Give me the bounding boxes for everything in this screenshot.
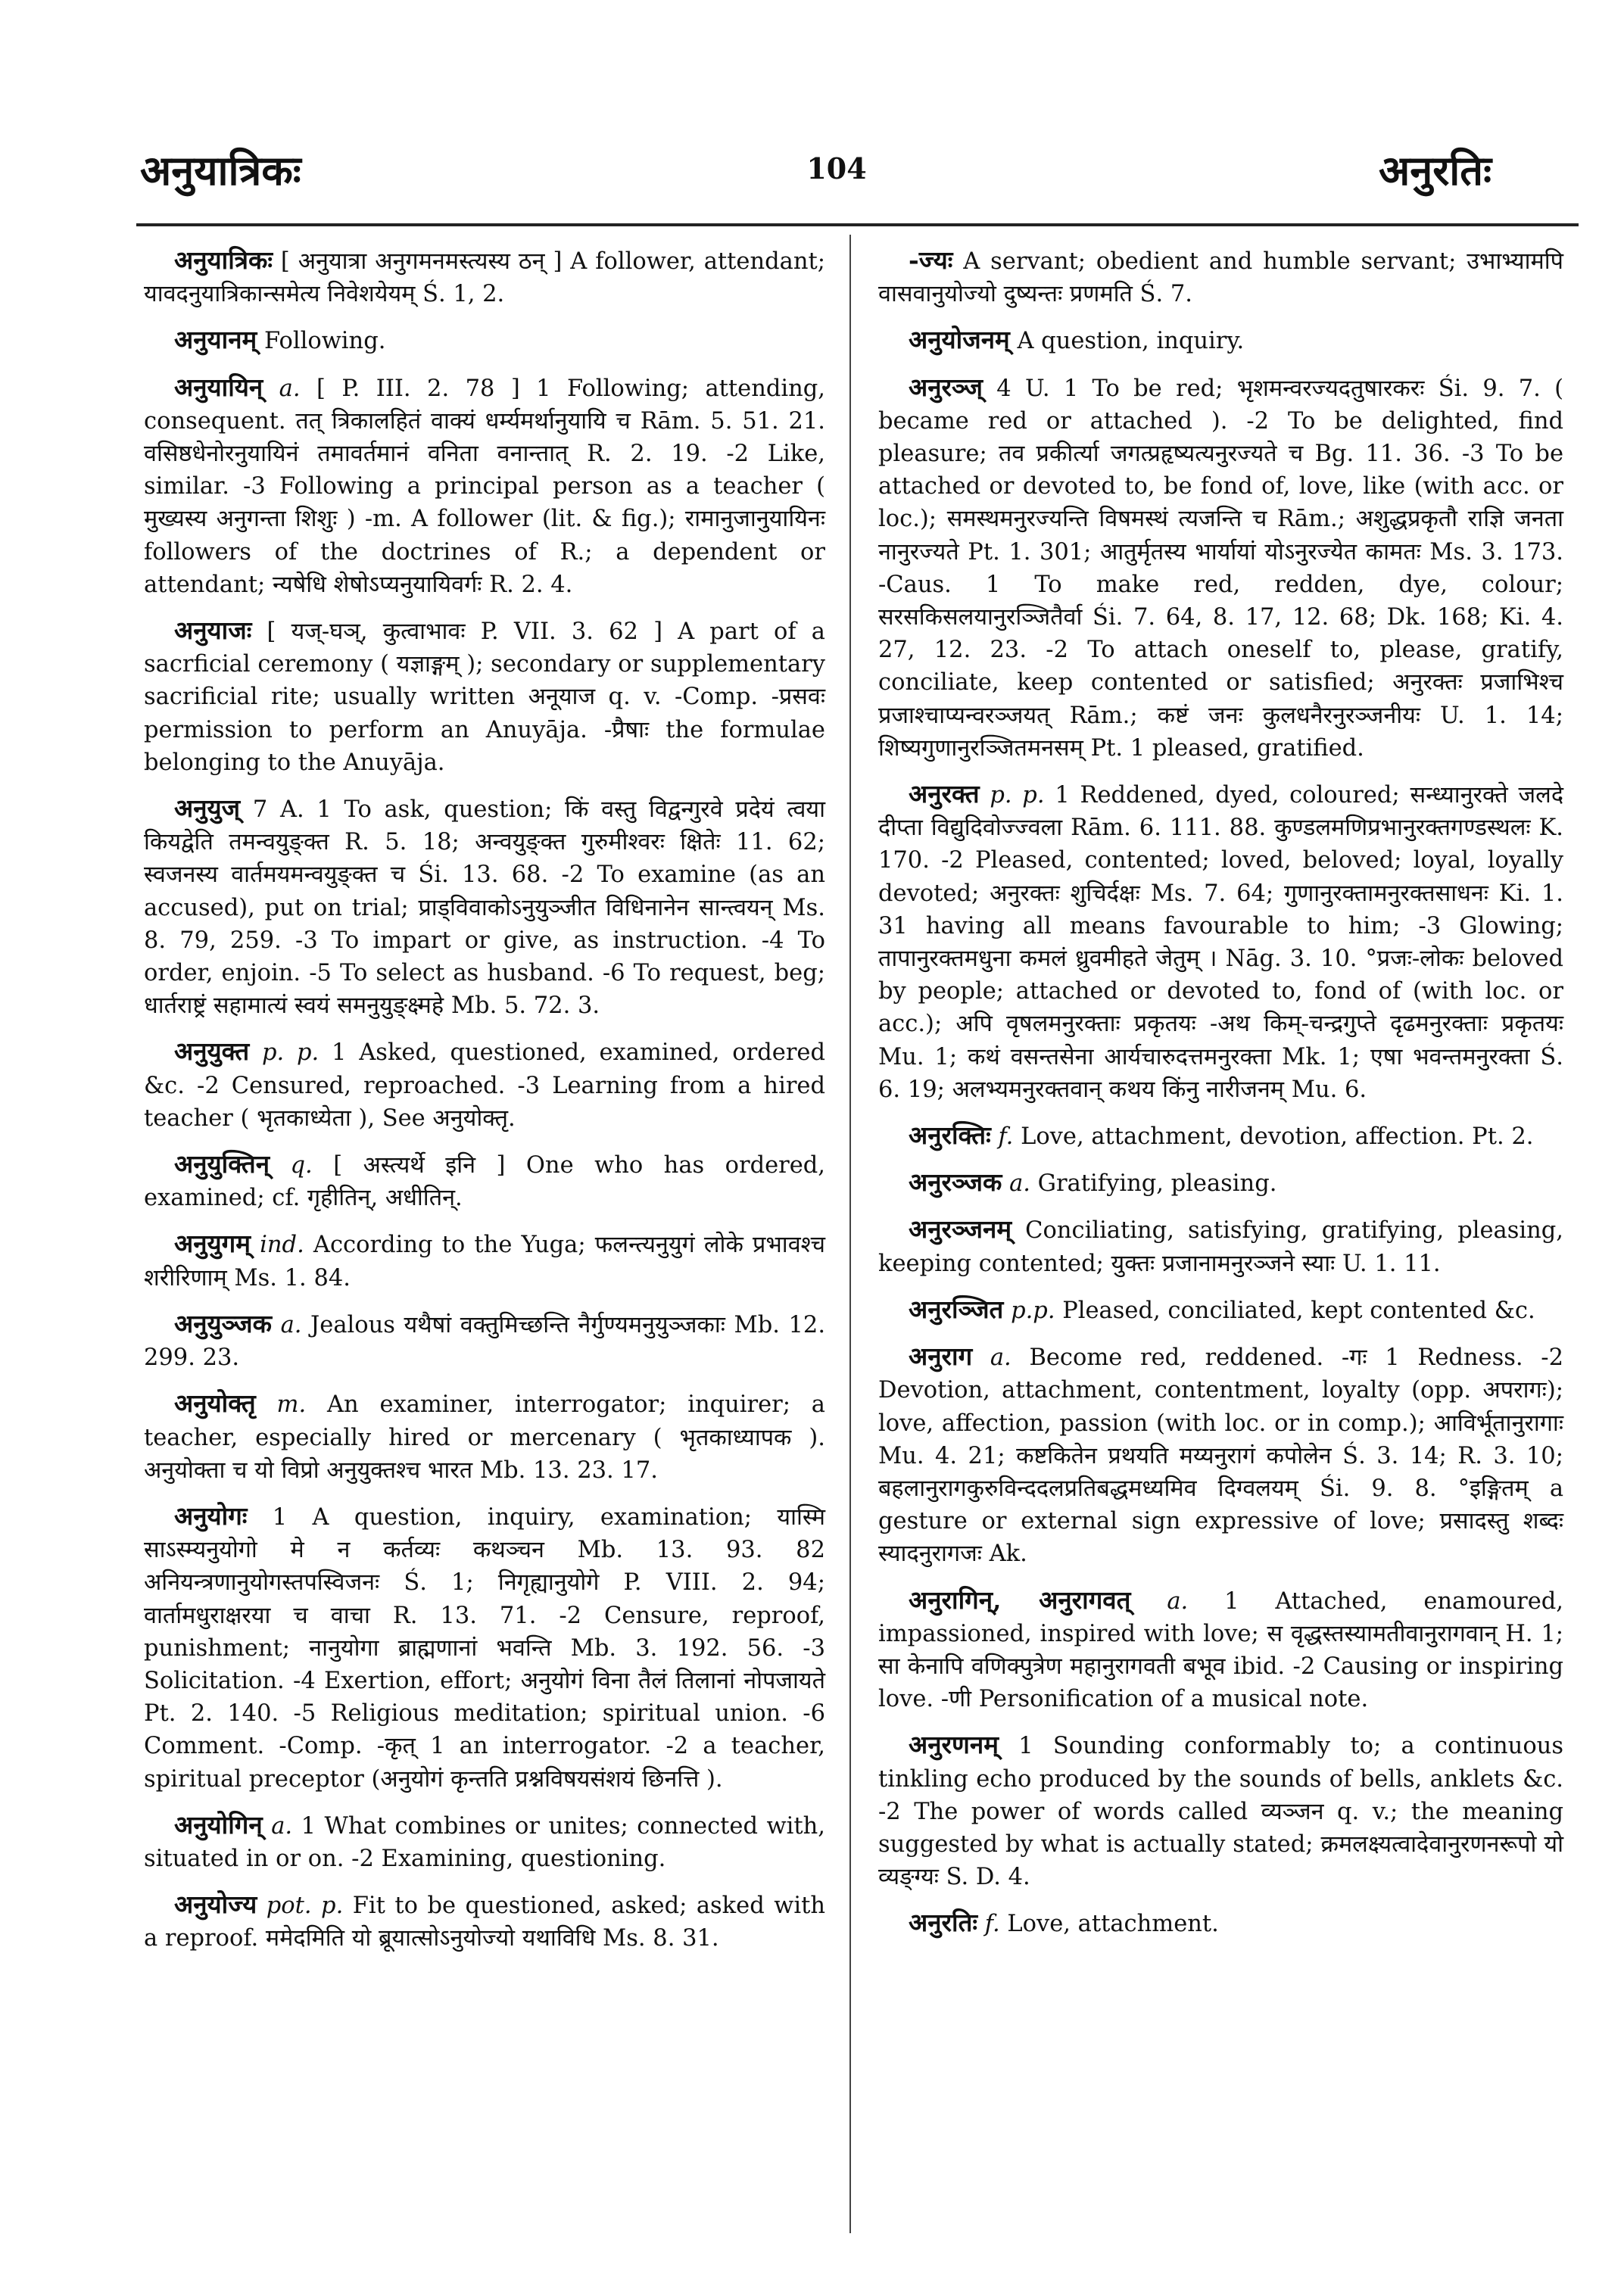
dictionary-entry <box>878 1584 1563 1716</box>
dictionary-entry <box>144 1500 825 1796</box>
header-rule <box>136 223 1579 226</box>
entry-grammar: p. p. <box>261 1039 320 1067</box>
entry-definition: Love, attachment. <box>1007 1911 1219 1938</box>
dictionary-entry <box>144 1148 825 1214</box>
entry-headword: अनुयुञ्जक <box>174 1308 272 1338</box>
entry-headword: अनुयुगम् <box>174 1229 251 1259</box>
entry-grammar: a. <box>1167 1587 1189 1615</box>
right-column <box>878 244 1563 1954</box>
dictionary-entry <box>144 371 825 601</box>
right-guide-word: अनुरतिः <box>1379 146 1492 195</box>
dictionary-entry <box>144 1387 825 1487</box>
entry-definition: 1 Reddened, dyed, coloured; सन्ध्यानुरक्ते जलदे दीप्ता विद्युदिवोज्ज्वला Rām. 6. 111. 88. कुण्डलमणिप्रभानुरक्तगण्डस्थलः K. 170. -2 Pleased, contented; loved, beloved; loyal, loyally devoted; अनुरक्तः शुचिर्दक्षः Ms. 7. 64; गुणानुरक्तामनुरक्तसाधनः Ki. 1. 31 having all means favourable to him; -3 Glowing; तापानुरक्तमधुना कमलं ध्रुवमीहते जेतुम् । Nāg. 3. 10. °प्रजः-लोकः beloved by people; attached or devoted to, fond of (with loc. or acc.); अपि वृषलमनुरक्ताः प्रकृतयः -अथ किम्-चन्द्रगुप्ते दृढमनुरक्ताः प्रकृतयः Mu. 1; कथं वसन्तसेना आर्यचारुदत्तमनुरक्ता Mk. 1; एषा भवन्तमनुरक्ता Ś. 6. 19; अलभ्यमनुरक्तवान् कथय किंनु नारीजनम् Mu. 6. <box>878 782 1564 1103</box>
entry-headword: अनुरतिः <box>909 1908 978 1938</box>
entry-definition: [ अस्त्यर्थे इनि ] One who has ordered, examined; cf. गृहीतिन्, अधीतिन्. <box>144 1152 826 1212</box>
entry-headword: अनुरञ्जक <box>909 1167 1002 1198</box>
entry-headword: अनुयानम् <box>174 325 257 355</box>
dictionary-entry <box>878 1906 1563 1940</box>
dictionary-entry <box>144 1809 825 1875</box>
dictionary-entry <box>878 1293 1563 1327</box>
entry-grammar: pot. p. <box>266 1893 344 1920</box>
dictionary-entry <box>144 614 825 779</box>
entry-definition: A question, inquiry. <box>1017 328 1245 355</box>
dictionary-entry <box>144 244 825 310</box>
entry-headword: अनुरञ्ज् <box>909 372 983 402</box>
dictionary-entry <box>144 323 825 357</box>
entry-definition: Gratifying, pleasing. <box>1037 1170 1277 1198</box>
dictionary-entry <box>144 792 825 1022</box>
entry-definition: Pleased, conciliated, kept contented &c. <box>1062 1297 1535 1324</box>
entry-definition: 4 U. 1 To be red; भृशमन्वरज्यदतुषारकरः Śi. 9. 7. ( became red or attached ). -2 To be delighted, find pleasure; तव प्रकीर्त्या जगत्प्रहृष्यत्यनुरज्यते च Bg. 11. 36. -3 To be attached or devoted to, be fond of, love, like (with acc. or loc.); समस्थमनुरज्यन्ति विषमस्थं त्यजन्ति च Rām.; अशुद्धप्रकृतौ राज्ञि जनता नानुरज्यते Pt. 1. 301; आतुर्मृतस्य भार्यायां योऽनुरज्येत कामतः Ms. 3. 173. -Caus. 1 To make red, redden, dye, colour; सरसकिसलयानुरञ्जितैर्वा Śi. 7. 64, 8. 17, 12. 68; Dk. 168; Ki. 4. 27, 12. 23. -2 To attach oneself to, please, gratify, conciliate, keep contented or satisfied; अनुरक्तः प्रजाभिश्च प्रजाश्चाप्यन्वरञ्जयत् Rām.; कष्टं जनः कुलधनैरनुरञ्जनीयः U. 1. 14; शिष्यगुणानुरञ्जितमनसम् Pt. 1 pleased, gratified. <box>878 375 1563 762</box>
entry-headword: अनुयात्रिकः <box>174 245 273 275</box>
dictionary-entry <box>878 1213 1563 1279</box>
entry-definition: [ अनुयात्रा अनुगमनमस्त्यस्य ठन् ] A follower, attendant; यावदनुयात्रिकान्समेत्य निवेशयेयम् Ś. 1, 2. <box>144 248 825 308</box>
left-guide-word: अनुयात्रिकः <box>140 146 301 195</box>
entry-grammar: a. <box>271 1812 293 1840</box>
entry-grammar: a. <box>279 375 301 402</box>
entry-definition: 1 A question, inquiry, examination; यास्मि साऽस्म्यनुयोगो मे न कर्तव्यः कथञ्चन Mb. 13. 93. 82 अनियन्त्रणानुयोगस्तपस्विजनः Ś. 1; निगृह्यानुयोगे P. VIII. 2. 94; वार्तामधुराक्षरया च वाचा R. 13. 71. -2 Censure, reproof, punishment; नानुयोगा ब्राह्मणानां भवन्ति Mb. 3. 192. 56. -3 Solicitation. -4 Exertion, effort; अनुयोगं विना तैलं तिलानां नोपजायते Pt. 2. 140. -5 Religious meditation; spiritual union. -6 Comment. -Comp. -कृत् 1 an interrogator. -2 a teacher, spiritual preceptor (अनुयोगं कृन्तति प्रश्नविषयसंशयं छिनत्ति ). <box>144 1503 825 1793</box>
entry-grammar: a. <box>280 1311 302 1338</box>
entry-headword: अनुयुक्त <box>174 1036 250 1067</box>
entry-grammar: q. <box>290 1152 313 1179</box>
dictionary-entry <box>878 323 1563 357</box>
entry-headword: अनुरक्तिः <box>909 1120 991 1151</box>
entry-definition: [ यज्-घञ्, कुत्वाभावः P. VII. 3. 62 ] A part of a sacrficial ceremony ( यज्ञाङ्गम् ); secondary or supplementary sacrificial rite; usually written अनूयाज q. v. -Comp. -प्रसवः permission to perform an Anuyāja. -प्रैषाः the formulae belonging to the Anuyāja. <box>144 618 825 776</box>
entry-grammar: a. <box>1009 1170 1030 1198</box>
dictionary-entry <box>144 1888 825 1955</box>
dictionary-entry <box>878 244 1563 310</box>
entry-definition: Conciliating, satisfying, gratifying, pleasing, keeping contented; युक्तः प्रजानामनुरञ्जने स्याः U. 1. 11. <box>878 1217 1564 1277</box>
entry-headword: अनुराग <box>909 1341 973 1372</box>
entry-definition: 1 Sounding conformably to; a continuous tinkling echo produced by the sounds of bells, anklets &c. -2 The power of words called व्यञ्जन q. v.; the meaning suggested by what is actually stated; क्रमलक्ष्यत्वादेवानुरणनरूपो यो व्यङ्ग्यः S. D. 4. <box>878 1733 1563 1891</box>
entry-headword: -ज्यः <box>909 245 953 275</box>
entry-definition: 1 Asked, questioned, examined, ordered &c. -2 Censured, reproached. -3 Learning from a hired teacher ( भृतकाध्येता ), See अनुयोक्तृ. <box>144 1039 825 1132</box>
dictionary-entry <box>878 1728 1563 1893</box>
entry-grammar: m. <box>276 1391 307 1419</box>
entry-headword: अनुयुज् <box>174 793 241 824</box>
entry-headword: अनुयोक्तृ <box>174 1388 256 1419</box>
entry-definition: An examiner, interrogator; inquirer; a teacher, especially hired or mercenary ( भृतकाध्यापक ). अनुयोक्ता च यो विप्रो अनुयुक्तश्च भारत Mb. 13. 23. 17. <box>144 1391 825 1484</box>
entry-definition: 1 Attached, enamoured, impassioned, inspired with love; स वृद्धस्तस्यामतीवानुरागवान् H. 1; सा केनापि वणिक्पुत्रेण महानुरागवती बभूव ibid. -2 Causing or inspiring love. -णी Personification of a musical note. <box>878 1587 1563 1713</box>
page-number: 104 <box>806 151 867 185</box>
entry-grammar: f. <box>984 1911 1000 1938</box>
entry-definition: Jealous यथैषां वक्तुमिच्छन्ति नैर्गुण्यमनुयुञ्जकाः Mb. 12. 299. 23. <box>144 1311 826 1372</box>
entry-definition: [ P. III. 2. 78 ] 1 Following; attending, consequent. तत् त्रिकालहितं वाक्यं धर्म्यमर्थानुयायि च Rām. 5. 51. 21. वसिष्ठधेनोरनुयायिनं तमावर्तमानं वनिता वनान्तात् R. 2. 19. -2 Like, similar. -3 Following a principal person as a teacher ( मुख्यस्य अनुगन्ता शिशुः ) -m. A follower (lit. & fig.); रामानुजानुयायिनः followers of the doctrines of R.; a dependent or attendant; न्यषेधि शेषोऽप्यनुयायिवर्गः R. 2. 4. <box>144 375 825 598</box>
entry-definition: Love, attachment, devotion, affection. Pt. 2. <box>1021 1123 1534 1151</box>
entry-headword: अनुयाजः <box>174 615 252 646</box>
entry-grammar: p. p. <box>990 782 1045 809</box>
left-column <box>144 244 825 1968</box>
dictionary-entry <box>878 1119 1563 1153</box>
entry-headword: अनुरणनम् <box>909 1730 999 1760</box>
entry-grammar: ind. <box>260 1232 304 1259</box>
entry-definition: 7 A. 1 To ask, question; किं वस्तु विद्वन्गुरवे प्रदेयं त्वया कियद्वेति तमन्वयुङ्क्त R. 5. 18; अन्वयुङ्क्त गुरुमीश्वरः क्षितेः 11. 62; स्वजनस्य वार्तमयमन्वयुङ्क्त च Śi. 13. 68. -2 To examine (as an accused), put on trial; प्राड्विवाकोऽनुयुञ्जीत विधिनानेन सान्त्वयन् Ms. 8. 79, 259. -3 To impart or give, as instruction. -4 To order, enjoin. -5 To select as husband. -6 To request, beg; धार्तराष्ट्रं सहामात्यं स्वयं समनुयुङ्क्ष्महे Mb. 5. 72. 3. <box>144 796 825 1020</box>
dictionary-entry <box>878 777 1563 1106</box>
dictionary-entry <box>144 1035 825 1135</box>
dictionary-entry <box>878 1166 1563 1200</box>
entry-grammar: a. <box>990 1344 1011 1372</box>
dictionary-entry <box>144 1227 825 1294</box>
entry-headword: अनुयायिन् <box>174 372 263 402</box>
entry-grammar: p.p. <box>1011 1297 1055 1324</box>
entry-definition: According to the Yuga; फलन्त्यनुयुगं लोके प्रभावश्च शरीरिणाम् Ms. 1. 84. <box>144 1232 825 1291</box>
entry-grammar: f. <box>998 1123 1014 1151</box>
entry-definition: A servant; obedient and humble servant; उभाभ्यामपि वासवानुयोज्यो दुष्यन्तः प्रणमति Ś. 7. <box>878 248 1563 308</box>
column-divider <box>849 235 851 2233</box>
entry-headword: अनुरक्त <box>909 779 980 809</box>
dictionary-entry <box>878 1340 1563 1570</box>
entry-definition: Become red, reddened. -गः 1 Redness. -2 Devotion, attachment, contentment, loyalty (opp. अपरागः); love, affection, passion (with loc. or in comp.); आविर्भूतानुरागाः Mu. 4. 21; कष्टकितेन प्रथयति मय्यनुरागं कपोलेन Ś. 3. 14; R. 3. 10; बहलानुरागकुरुविन्ददलप्रतिबद्धमध्यमिव दिग्वलयम् Śi. 9. 8. °इङ्गितम् a gesture or external sign expressive of love; प्रसादस्तु शब्दः स्यादनुरागजः Ak. <box>878 1344 1563 1568</box>
entry-definition: Fit to be questioned, asked; asked with a reproof. ममेदमिति यो ब्रूयात्सोऽनुयोज्यो यथाविधि Ms. 8. 31. <box>144 1893 825 1952</box>
entry-headword: अनुयुक्तिन् <box>174 1149 270 1179</box>
entry-definition: Following. <box>263 328 386 355</box>
entry-definition: 1 What combines or unites; connected with, situated in or on. -2 Examining, questioning. <box>144 1812 825 1872</box>
entry-headword: अनुरञ्जित <box>909 1294 1004 1324</box>
entry-headword: अनुरागिन्, अनुरागवत् <box>909 1584 1131 1615</box>
dictionary-entry <box>878 371 1563 765</box>
entry-headword: अनुयोजनम् <box>909 325 1010 355</box>
entry-headword: अनुरञ्जनम् <box>909 1214 1012 1245</box>
dictionary-entry <box>144 1307 825 1374</box>
entry-headword: अनुयोज्य <box>174 1890 257 1920</box>
entry-headword: अनुयोगः <box>174 1500 248 1531</box>
entry-headword: अनुयोगिन् <box>174 1809 263 1840</box>
